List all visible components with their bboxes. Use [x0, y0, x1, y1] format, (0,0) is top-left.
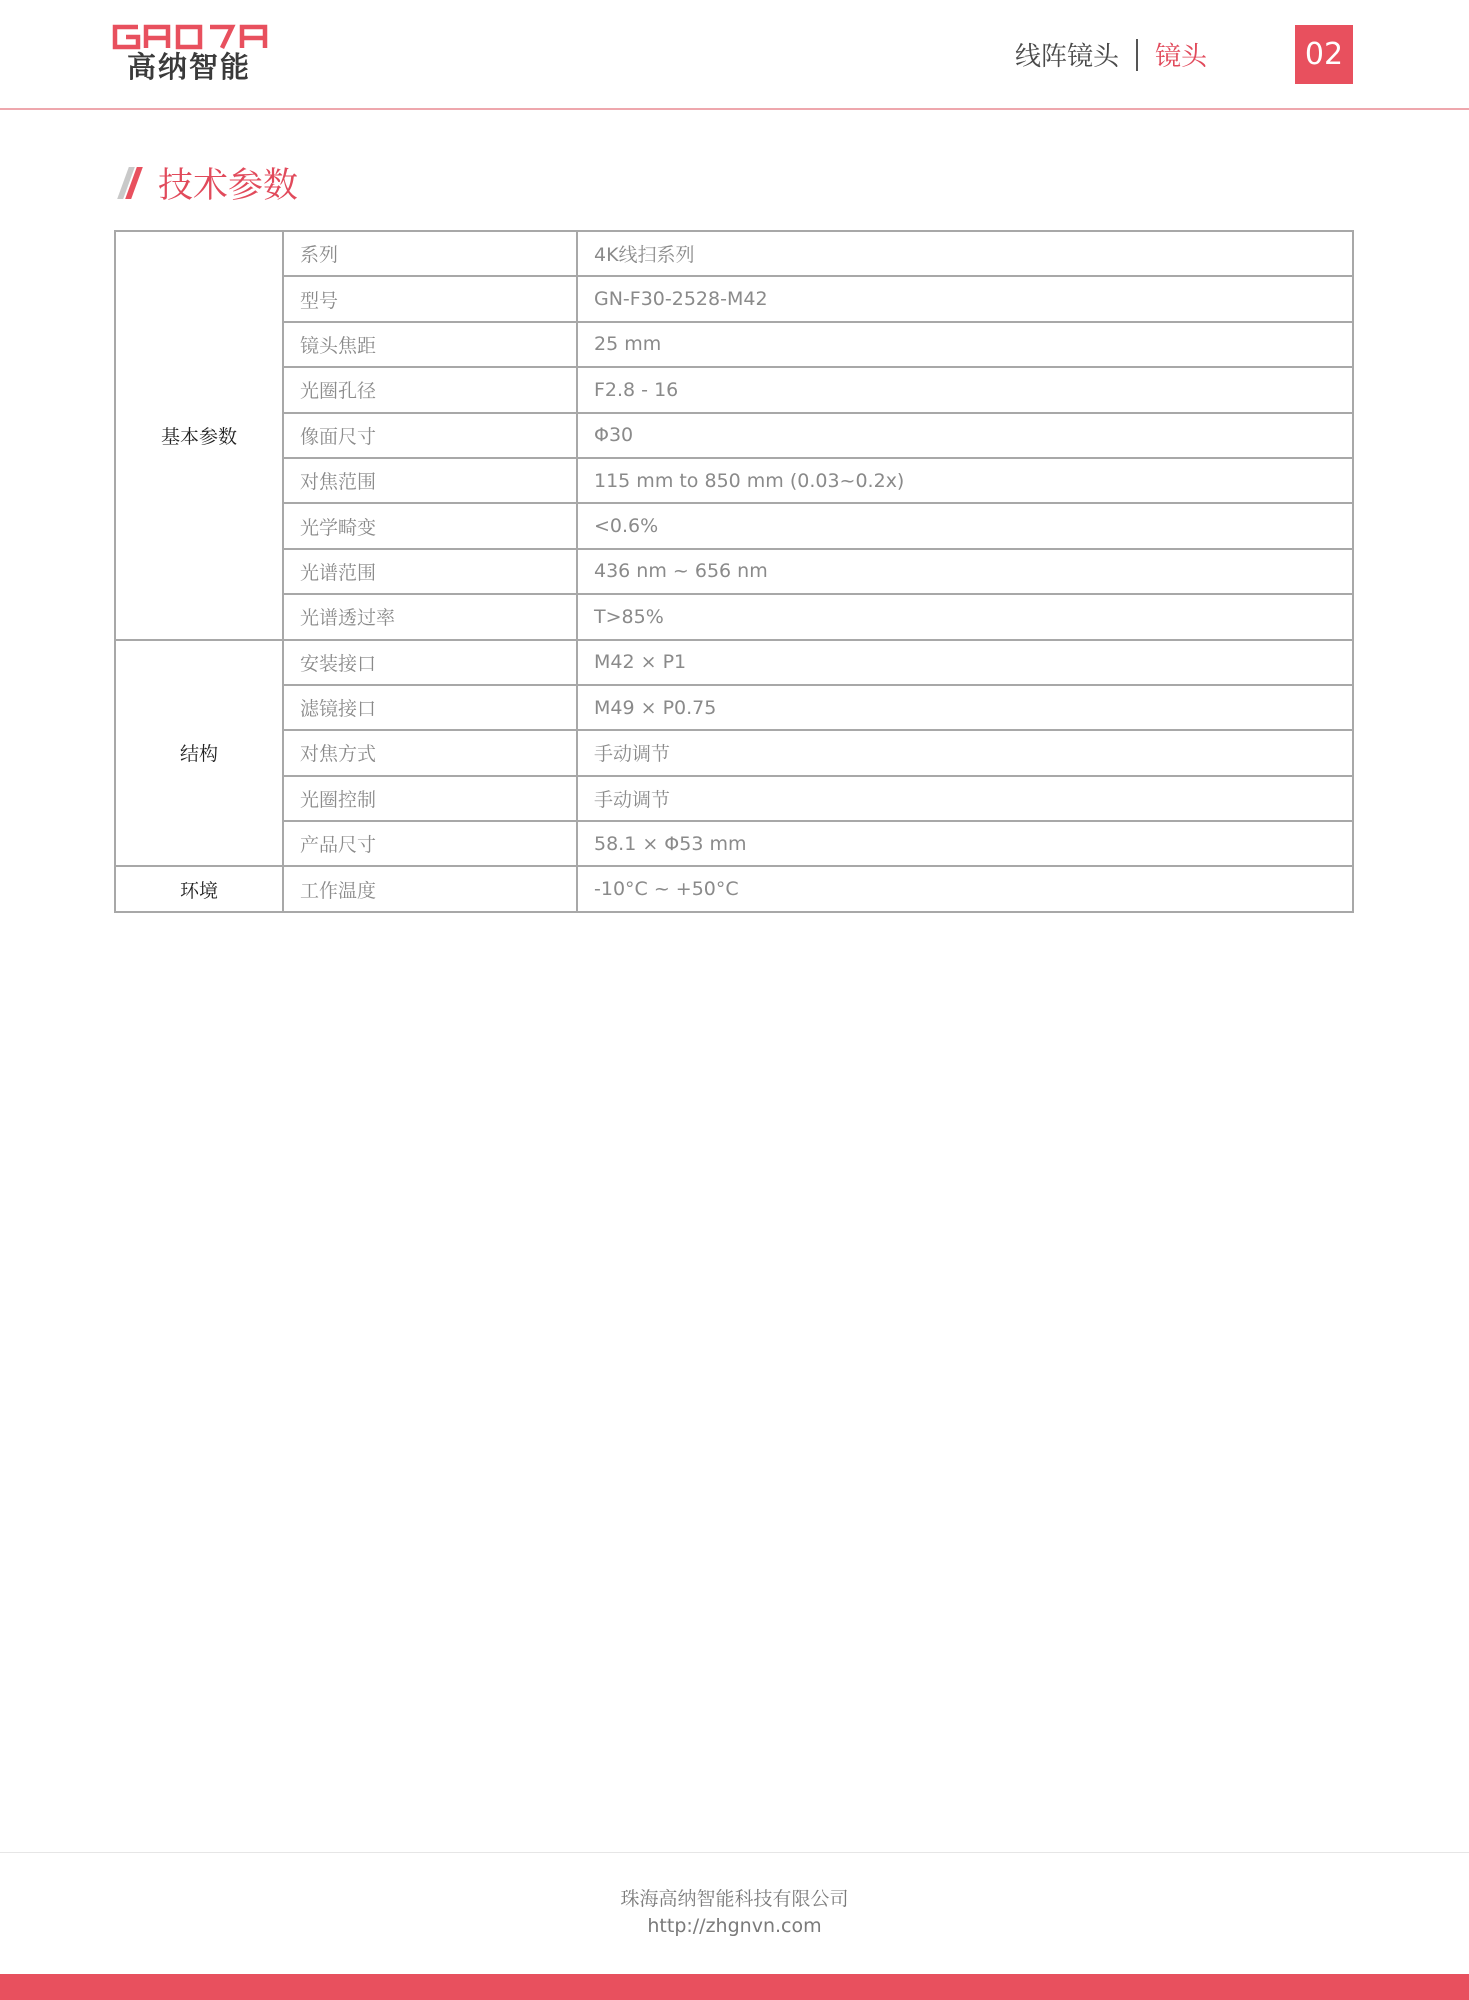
param-value: T>85%	[577, 594, 1353, 639]
table-row	[115, 549, 1353, 594]
page-number-badge: 02	[1295, 25, 1353, 84]
table-row	[115, 640, 1353, 685]
bottom-accent-bar	[0, 1974, 1469, 2000]
param-value: 手动调节	[577, 730, 1353, 775]
table-row	[115, 276, 1353, 321]
param-label: 系列	[283, 231, 577, 276]
param-value: 436 nm ~ 656 nm	[577, 549, 1353, 594]
group-label: 基本参数	[115, 231, 283, 640]
param-value: <0.6%	[577, 503, 1353, 548]
brand-name: 高纳智能	[127, 50, 252, 84]
param-label: 光谱透过率	[283, 594, 577, 639]
table-row	[115, 685, 1353, 730]
param-value: M42 × P1	[577, 640, 1353, 685]
param-label: 型号	[283, 276, 577, 321]
param-value: 115 mm to 850 mm (0.03~0.2x)	[577, 458, 1353, 503]
param-label: 对焦范围	[283, 458, 577, 503]
footer-company: 珠海高纳智能科技有限公司	[620, 1888, 849, 1910]
param-label: 光学畸变	[283, 503, 577, 548]
breadcrumb-divider	[1136, 39, 1138, 71]
param-value: 25 mm	[577, 322, 1353, 367]
param-value: GN-F30-2528-M42	[577, 276, 1353, 321]
param-label: 镜头焦距	[283, 322, 577, 367]
gaona-logo-icon	[112, 24, 270, 50]
param-value: 58.1 × Φ53 mm	[577, 821, 1353, 866]
slash-accent-icon	[120, 167, 142, 199]
group-label: 结构	[115, 640, 283, 867]
param-value: 手动调节	[577, 776, 1353, 821]
section-title: 技术参数	[158, 166, 299, 206]
table-row	[115, 594, 1353, 639]
spec-table	[114, 230, 1354, 913]
table-row	[115, 231, 1353, 276]
table-row	[115, 413, 1353, 458]
table-row	[115, 322, 1353, 367]
footer-divider	[0, 1852, 1469, 1853]
param-label: 工作温度	[283, 866, 577, 911]
table-row	[115, 776, 1353, 821]
param-label: 对焦方式	[283, 730, 577, 775]
subcategory-label: 镜头	[1155, 42, 1208, 72]
table-row	[115, 458, 1353, 503]
param-label: 光圈孔径	[283, 367, 577, 412]
table-row	[115, 821, 1353, 866]
param-value: F2.8 - 16	[577, 367, 1353, 412]
group-label: 环境	[115, 866, 283, 911]
param-value: Φ30	[577, 413, 1353, 458]
param-label: 光圈控制	[283, 776, 577, 821]
param-label: 安装接口	[283, 640, 577, 685]
param-value: M49 × P0.75	[577, 685, 1353, 730]
header-divider	[0, 108, 1469, 110]
param-label: 产品尺寸	[283, 821, 577, 866]
table-row	[115, 730, 1353, 775]
table-row	[115, 503, 1353, 548]
param-label: 像面尺寸	[283, 413, 577, 458]
company-logo	[112, 24, 272, 84]
category-label: 线阵镜头	[1015, 42, 1120, 72]
table-row	[115, 367, 1353, 412]
footer-website: http://zhgnvn.com	[647, 1915, 822, 1937]
param-value: 4K线扫系列	[577, 231, 1353, 276]
param-label: 光谱范围	[283, 549, 577, 594]
section-heading	[120, 158, 298, 208]
table-row	[115, 866, 1353, 911]
param-value: -10°C ~ +50°C	[577, 866, 1353, 911]
param-label: 滤镜接口	[283, 685, 577, 730]
header-breadcrumb	[1015, 36, 1207, 73]
page-footer	[0, 1886, 1469, 1940]
